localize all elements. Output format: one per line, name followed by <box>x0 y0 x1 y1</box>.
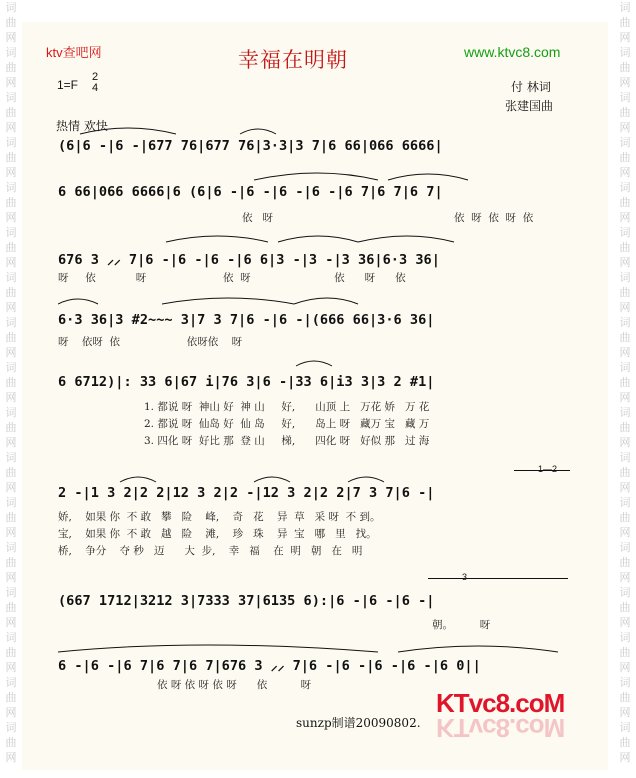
staff-line-5: 6 6712)|: 33 6|67 i|76 3|6 -|33 6|i3 3|3 2 #1| <box>58 374 435 390</box>
key-signature: 1=F <box>57 78 79 92</box>
watermark-char: 曲 <box>619 331 631 344</box>
watermark-char: 网 <box>5 391 17 404</box>
watermark-char: 网 <box>619 571 631 584</box>
watermark-char: 词 <box>619 271 631 284</box>
watermark-char: 曲 <box>619 556 631 569</box>
staff-line-2-lyric-a: 依 呀 <box>242 212 274 224</box>
watermark-char: 网 <box>619 76 631 89</box>
staff-line-1: (6|6 -|6 -|677 76|677 76|3·3|3 7|6 66|066 6666| <box>58 138 443 154</box>
watermark-char: 网 <box>5 616 17 629</box>
staff-line-3: 676 3 ⸝⸝ 7|6 -|6 -|6 -|6 6|3 -|3 -|3 36|6·3 36| <box>58 252 440 268</box>
site-name-left: ktv查吧网 <box>46 45 102 60</box>
watermark-char: 词 <box>619 676 631 689</box>
watermark-char: 曲 <box>5 331 17 344</box>
watermark-char: 词 <box>619 721 631 734</box>
verse-1-line-1: 1. 都说 呀 神山 好 神 山 好, 山顶 上 万花 娇 万 花 <box>144 401 430 413</box>
watermark-char: 曲 <box>5 61 17 74</box>
volta-label-1: 1—2 <box>538 464 558 474</box>
watermark-char: 网 <box>619 31 631 44</box>
watermark-char: 词 <box>619 226 631 239</box>
watermark-char: 网 <box>5 751 17 764</box>
watermark-char: 曲 <box>5 556 17 569</box>
watermark-char: 词 <box>5 631 17 644</box>
watermark-char: 网 <box>619 346 631 359</box>
watermark-column-left <box>2 0 20 778</box>
watermark-char: 曲 <box>619 421 631 434</box>
watermark-char: 曲 <box>619 376 631 389</box>
staff-line-6: 2 -|1 3 2|2 2|12 3 2|2 -|12 3 2|2 2|7 3 7|6 -| <box>58 485 435 501</box>
watermark-char: 网 <box>5 481 17 494</box>
watermark-char: 曲 <box>5 646 17 659</box>
watermark-char: 词 <box>5 316 17 329</box>
watermark-char: 网 <box>619 301 631 314</box>
watermark-char: 曲 <box>5 466 17 479</box>
watermark-char: 词 <box>5 721 17 734</box>
watermark-char: 曲 <box>619 16 631 29</box>
staff-line-2: 6 66|066 6666|6 (6|6 -|6 -|6 -|6 -|6 7|6 7|6 7| <box>58 184 443 200</box>
watermark-char: 词 <box>5 451 17 464</box>
watermark-char: 曲 <box>619 736 631 749</box>
staff-line-8: 6 -|6 -|6 7|6 7|6 7|676 3 ⸝⸝ 7|6 -|6 -|6 -|6 -|6 0|| <box>58 658 481 674</box>
watermark-char: 词 <box>619 136 631 149</box>
watermark-char: 词 <box>619 91 631 104</box>
lyricist-credit: 付 林词 <box>511 80 551 94</box>
watermark-char: 网 <box>5 301 17 314</box>
watermark-char: 网 <box>619 661 631 674</box>
watermark-char: 词 <box>619 496 631 509</box>
watermark-char: 词 <box>5 91 17 104</box>
watermark-char: 词 <box>5 541 17 554</box>
watermark-char: 词 <box>619 361 631 374</box>
watermark-char: 网 <box>5 121 17 134</box>
watermark-char: 曲 <box>619 61 631 74</box>
watermark-char: 网 <box>619 121 631 134</box>
transcriber-credit: sunzp制谱20090802. <box>296 716 421 730</box>
time-signature <box>92 72 98 94</box>
watermark-char: 网 <box>619 391 631 404</box>
staff-line-8-lyric: 依 呀 依 呀 依 呀 依 呀 <box>157 679 312 691</box>
watermark-char: 网 <box>5 526 17 539</box>
staff-line-4-lyric: 呀 依呀 依 依呀依 呀 <box>58 336 243 348</box>
watermark-char: 网 <box>619 256 631 269</box>
watermark-char: 曲 <box>619 151 631 164</box>
watermark-char: 网 <box>5 571 17 584</box>
watermark-char: 网 <box>5 706 17 719</box>
staff-line-3-lyric: 呀 依 呀 依 呀 依 呀 依 <box>58 272 406 284</box>
watermark-char: 词 <box>5 496 17 509</box>
brand-logo: KTvc8.coM <box>436 688 565 718</box>
watermark-char: 网 <box>619 616 631 629</box>
watermark-char: 词 <box>5 1 17 14</box>
watermark-char: 词 <box>619 541 631 554</box>
volta-label-2: 3 <box>462 572 468 582</box>
watermark-char: 曲 <box>619 511 631 524</box>
watermark-char: 曲 <box>5 196 17 209</box>
watermark-char: 曲 <box>5 691 17 704</box>
verse-2-line-2: 宝, 如果 你 不 敢 越 险 滩, 珍 珠 异 宝 哪 里 找。 <box>58 528 377 540</box>
watermark-char: 曲 <box>5 421 17 434</box>
watermark-char: 网 <box>619 706 631 719</box>
watermark-char: 曲 <box>619 241 631 254</box>
watermark-char: 曲 <box>619 286 631 299</box>
watermark-char: 网 <box>5 661 17 674</box>
watermark-char: 曲 <box>619 106 631 119</box>
watermark-char: 网 <box>5 211 17 224</box>
site-url-right: www.ktvc8.com <box>464 44 561 60</box>
watermark-char: 网 <box>619 751 631 764</box>
watermark-char: 词 <box>5 271 17 284</box>
verse-1-line-2: 娇, 如果 你 不 敢 攀 险 峰, 奇 花 异 草 采 呀 不 到。 <box>58 511 381 523</box>
watermark-char: 词 <box>619 406 631 419</box>
watermark-char: 词 <box>5 586 17 599</box>
song-title: 幸福在明朝 <box>238 48 348 72</box>
watermark-char: 词 <box>5 136 17 149</box>
watermark-char: 词 <box>619 631 631 644</box>
watermark-char: 网 <box>5 346 17 359</box>
watermark-char: 网 <box>5 76 17 89</box>
verse-2-line-1: 2. 都说 呀 仙岛 好 仙 岛 好, 岛上 呀 藏万 宝 藏 万 <box>144 418 430 430</box>
watermark-char: 曲 <box>5 16 17 29</box>
staff-line-7: (667 1712|3212 3|7333 37|6135 6):|6 -|6 -|6 -| <box>58 593 435 609</box>
staff-line-7-lyric: 朝。 呀 <box>432 619 491 631</box>
watermark-char: 词 <box>619 46 631 59</box>
watermark-char: 词 <box>619 1 631 14</box>
watermark-char: 词 <box>619 586 631 599</box>
watermark-char: 网 <box>619 481 631 494</box>
watermark-char: 曲 <box>5 736 17 749</box>
watermark-char: 曲 <box>619 466 631 479</box>
watermark-char: 曲 <box>5 601 17 614</box>
watermark-char: 曲 <box>5 286 17 299</box>
watermark-char: 网 <box>5 436 17 449</box>
brand-logo-reflection: KTvc8.coM <box>436 713 565 743</box>
watermark-char: 网 <box>5 166 17 179</box>
watermark-char: 词 <box>5 226 17 239</box>
watermark-char: 网 <box>619 211 631 224</box>
watermark-char: 曲 <box>619 691 631 704</box>
watermark-char: 网 <box>619 166 631 179</box>
watermark-char: 曲 <box>5 241 17 254</box>
composer-credit: 张建国曲 <box>505 99 554 113</box>
watermark-char: 曲 <box>619 601 631 614</box>
staff-line-4: 6·3 36|3 #2~~~ 3|7 3 7|6 -|6 -|(666 66|3·6 36| <box>58 312 435 328</box>
watermark-char: 曲 <box>5 511 17 524</box>
watermark-char: 曲 <box>5 151 17 164</box>
watermark-char: 网 <box>5 256 17 269</box>
watermark-char: 曲 <box>5 376 17 389</box>
watermark-char: 曲 <box>619 646 631 659</box>
slur-marks <box>58 124 578 664</box>
staff-line-2-lyric-b: 依 呀 依 呀 依 <box>454 212 534 224</box>
watermark-char: 词 <box>619 181 631 194</box>
watermark-column-right <box>616 0 634 778</box>
tempo-marking: 热情 欢快 <box>56 119 108 133</box>
watermark-char: 词 <box>5 46 17 59</box>
watermark-char: 词 <box>619 316 631 329</box>
time-top: 2 <box>92 71 99 83</box>
watermark-char: 词 <box>5 361 17 374</box>
watermark-char: 曲 <box>619 196 631 209</box>
watermark-char: 曲 <box>5 106 17 119</box>
watermark-char: 网 <box>619 436 631 449</box>
verse-3-line-2: 桥, 争分 夺 秒 迈 大 步, 幸 福 在 明 朝 在 明 <box>58 545 363 557</box>
watermark-char: 词 <box>5 181 17 194</box>
watermark-char: 词 <box>619 451 631 464</box>
watermark-char: 网 <box>619 526 631 539</box>
watermark-char: 词 <box>5 676 17 689</box>
watermark-char: 词 <box>5 406 17 419</box>
time-bottom: 4 <box>92 82 99 94</box>
verse-3-line-1: 3. 四化 呀 好比 那 登 山 梯, 四化 呀 好似 那 过 海 <box>144 435 430 447</box>
watermark-char: 网 <box>5 31 17 44</box>
